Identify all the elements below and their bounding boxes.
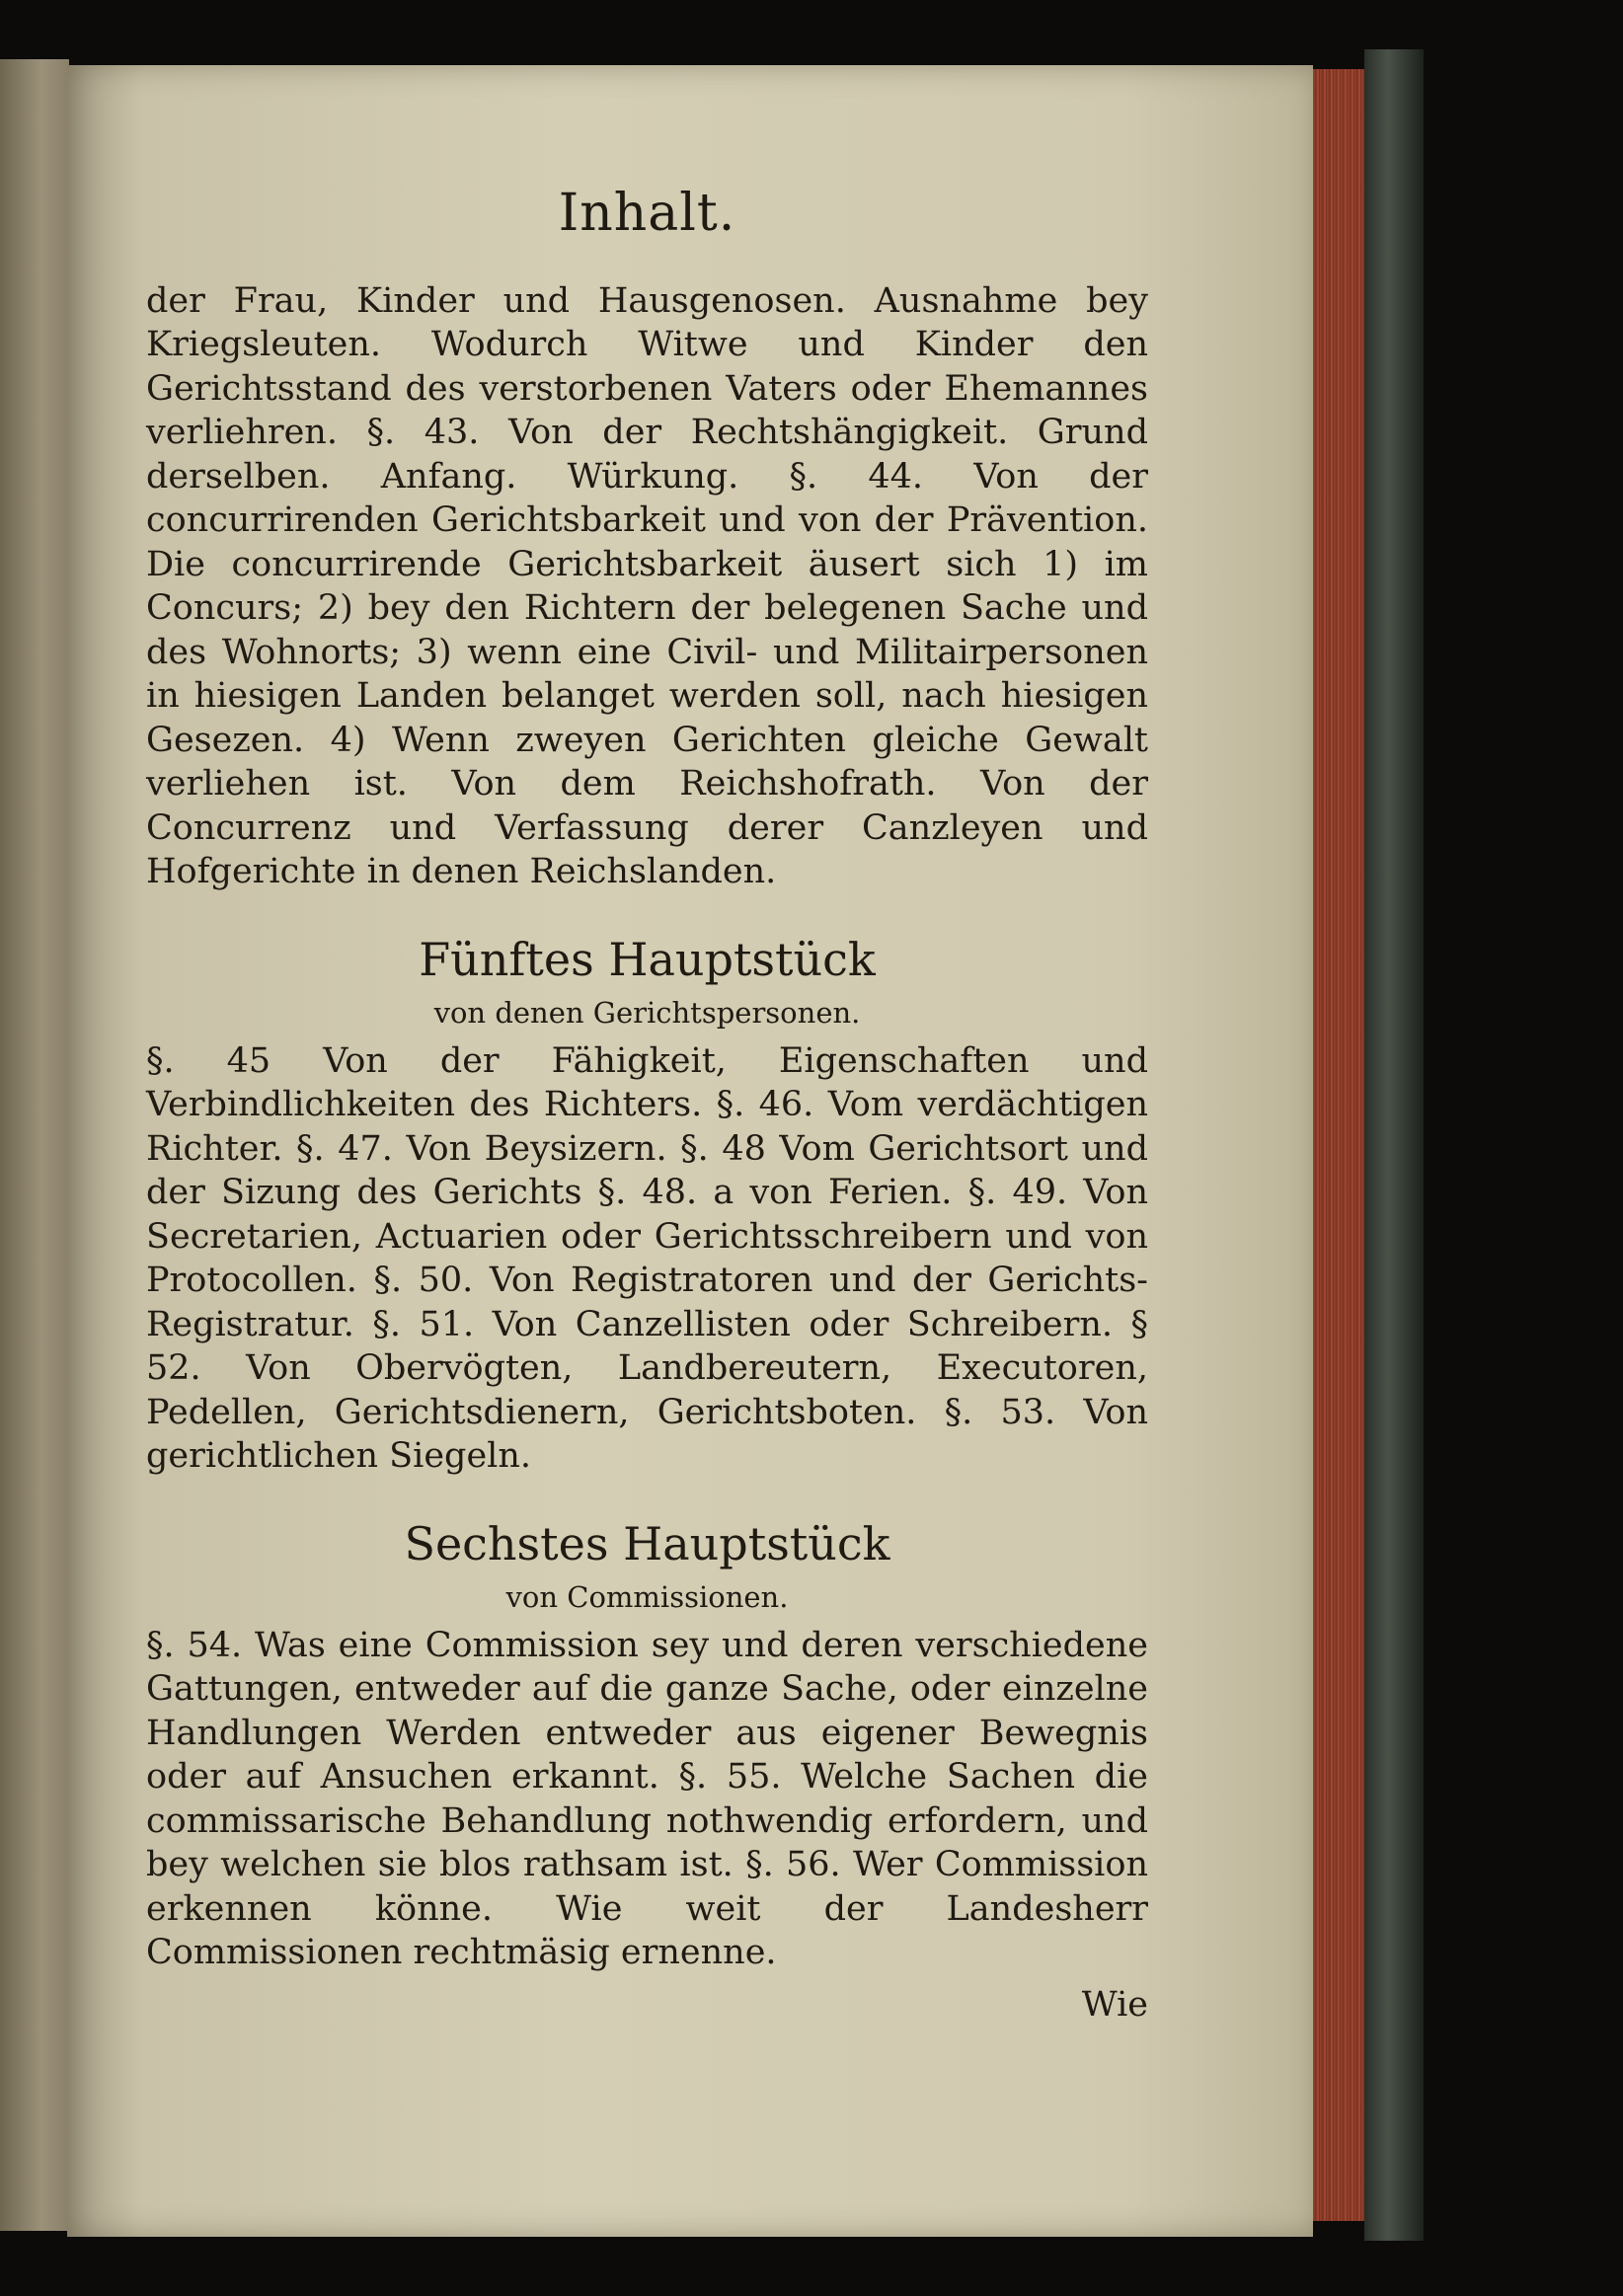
catchword: Wie [1081,1984,1148,2025]
chapter-title: Fünftes Hauptstück [419,932,876,986]
previous-page-edge [0,59,69,2231]
running-head: Inhalt. [558,184,736,243]
paragraph: der Frau, Kinder und Hausgenosen. Ausnahme bey Kriegsleuten. Wodurch Witwe und Kinder den Gerichtsstand des verstorbenen Vaters oder Ehemannes verliehren. §. 43. Von der Rechtshängigkeit. Grund derselben. Anfang. Würkung. §. 44. Von der concurrirenden Gerichtsbarkeit und von der Prävention. Die concurrirende Gerichtsbarkeit äusert sich 1) im Concurs; 2) bey den Richtern der belegenen Sache und des Wohnorts; 3) wenn eine Civil- und Militairpersonen in hiesigen Landen belanget werden soll, nach hiesigen Gesezen. 4) Wenn zweyen Gerichten gleiche Gewalt verliehen ist. Von dem Reichshofrath. Von der Concurrenz und Verfassung derer Canzleyen und Hofgerichte in denen Reichslanden. [146,280,1148,892]
chapter-subtitle: von Commissionen. [505,1580,789,1615]
book-cover-edge [1364,49,1424,2241]
paragraph: §. 45 Von der Fähigkeit, Eigenschaften und Verbindlichkeiten des Richters. §. 46. Vom verdächtigen Richter. §. 47. Von Beysizern. §. 48 Vom Gerichtsort und der Sizung des Gerichts §. 48. a von Ferien. §. 49. Von Secretarien, Actuarien oder Gerichtsschreibern und von Protocollen. §. 50. Von Registratoren und der Gerichts-Registratur. §. 51. Von Canzellisten oder Schreibern. § 52. Von Obervögten, Landbereutern, Executoren, Pedellen, Gerichtsdienern, Gerichtsboten. §. 53. Von gerichtlichen Siegeln. [146,1040,1148,1477]
paragraph: §. 54. Was eine Commission sey und deren verschiedene Gattungen, entweder auf die ganze Sache, oder einzelne Handlungen Werden entweder aus eigener Bewegnis oder auf Ansuchen erkannt. §. 55. Welche Sachen die commissarische Behandlung nothwendig erfordern, und bey welchen sie blos rathsam ist. §. 56. Wer Commission erkennen könne. Wie weit der Landesherr Commissionen rechtmäsig ernenne. [146,1625,1148,1973]
page-text [146,178,1148,2025]
chapter-title: Sechstes Hauptstück [404,1516,890,1570]
chapter-subtitle: von denen Gerichtspersonen. [433,996,861,1031]
page-block-edge [1313,69,1364,2221]
